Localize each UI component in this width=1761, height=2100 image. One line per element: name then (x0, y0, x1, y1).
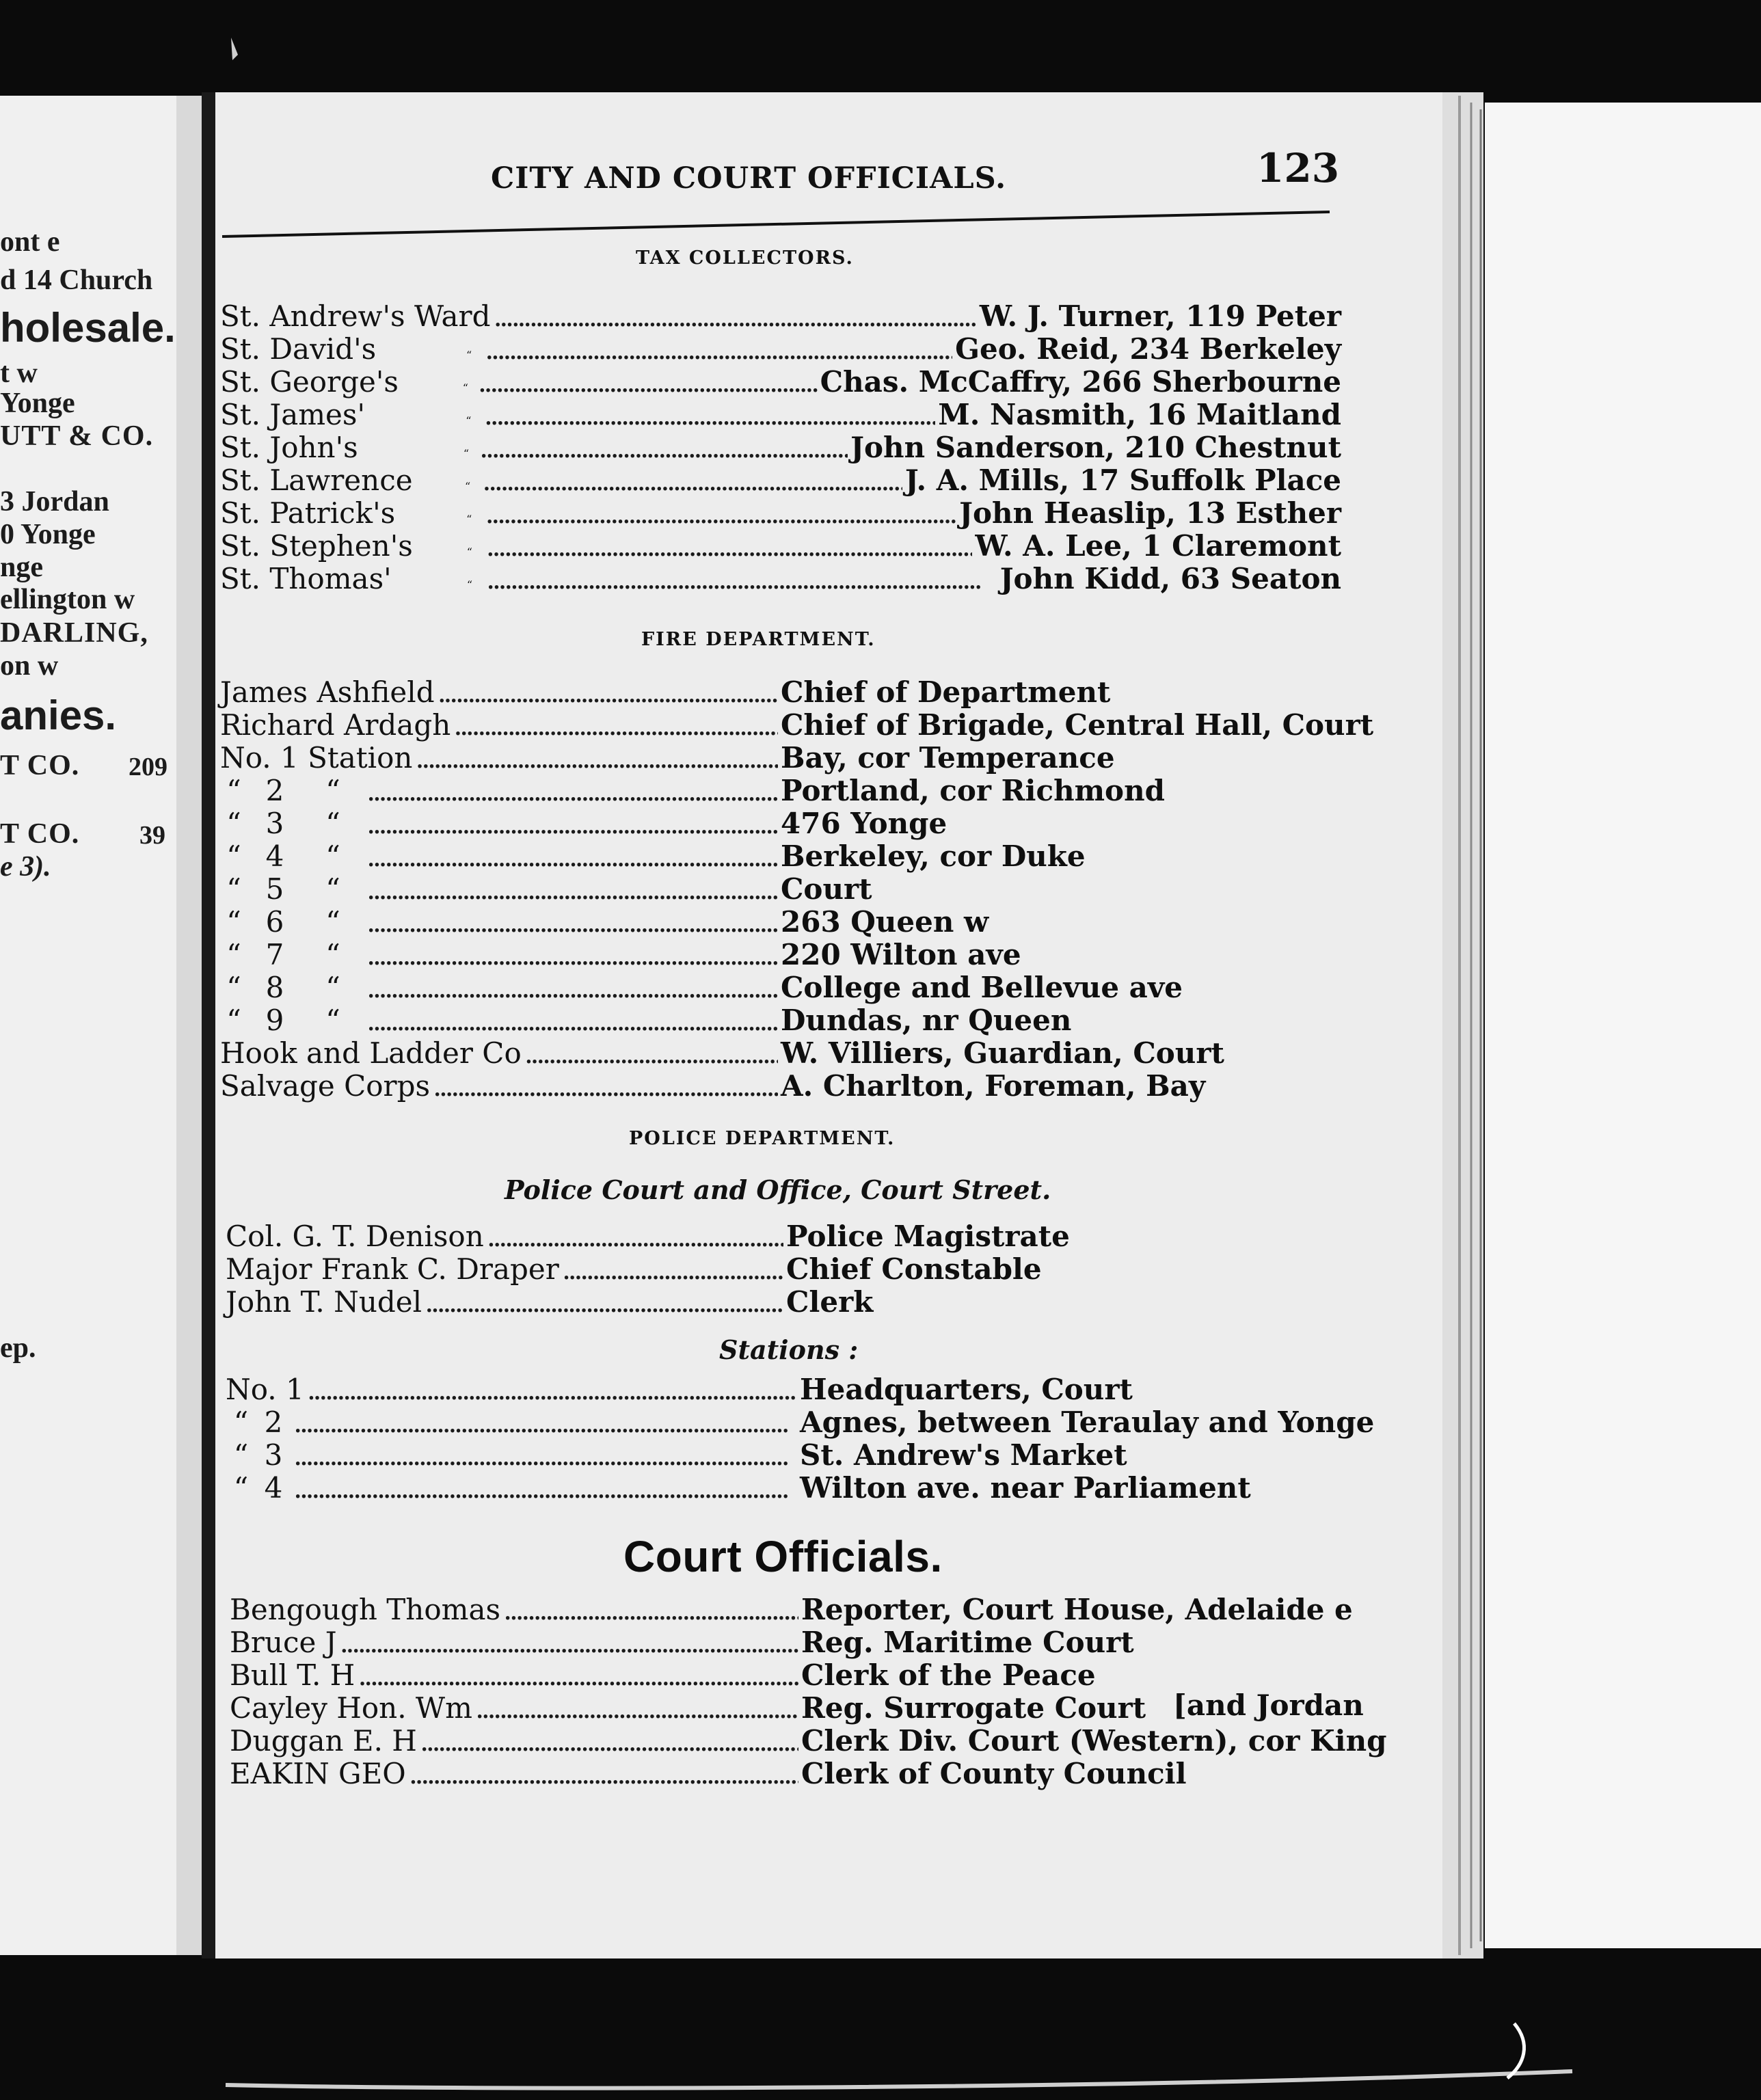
station-number: 7 (265, 938, 284, 971)
ditto-mark: “ (466, 513, 472, 526)
collector-name: John Heaslip, 13 Esther (959, 496, 1341, 530)
police-subheading: Police Court and Office, Court Street. (505, 1174, 1051, 1205)
ditto-mark: “ (463, 447, 470, 460)
tax-collector-row (220, 299, 1341, 333)
entry-name: Salvage Corps (220, 1069, 431, 1103)
ditto-mark: “ (226, 872, 241, 906)
station-name: No. 1 (226, 1373, 304, 1406)
ditto-mark: “ (325, 807, 340, 840)
leader-dots (562, 1252, 783, 1286)
station-location: Headquarters, Court (800, 1373, 1133, 1406)
section-heading-tax-collectors: TAX COLLECTORS. (636, 247, 854, 269)
tax-collector-row (220, 463, 1341, 497)
station-number: 2 (264, 1405, 283, 1439)
tax-collector-row (220, 332, 1341, 366)
station-number: 2 (265, 774, 284, 807)
police-officer-row (226, 1252, 1347, 1286)
ditto-mark: “ (325, 905, 340, 939)
station-number: 9 (265, 1004, 284, 1037)
leader-dots (453, 708, 778, 742)
official-name: EAKIN GEO (230, 1757, 406, 1790)
page-number: 123 (1256, 145, 1340, 191)
left-line: on w (0, 650, 59, 682)
left-line: Yonge (0, 388, 75, 419)
ditto-mark: “ (226, 807, 241, 840)
court-official-row (230, 1724, 1387, 1758)
tax-collector-row (220, 365, 1341, 399)
left-line: T CO. (0, 818, 80, 850)
leader-dots (438, 675, 778, 709)
leader-dots (366, 905, 778, 939)
entry-value: A. Charlton, Foreman, Bay (781, 1069, 1206, 1103)
fire-station-row (220, 839, 1348, 873)
runover-note: [and Jordan (1173, 1688, 1364, 1722)
official-title: Reg. Surrogate Court (801, 1691, 1146, 1725)
ward-name: St. Thomas' (220, 562, 392, 595)
collector-name: W. A. Lee, 1 Claremont (975, 529, 1341, 563)
ditto-mark: “ (466, 414, 472, 427)
leader-dots (478, 365, 818, 399)
left-line: 39 (139, 821, 165, 850)
left-line: ellington w (0, 584, 135, 615)
station-number: 6 (265, 905, 284, 939)
leader-dots (524, 1036, 778, 1070)
leader-dots (486, 529, 973, 563)
ward-name: St. George's (220, 365, 399, 399)
left-line: ep. (0, 1332, 36, 1364)
ward-name: St. Patrick's (220, 496, 396, 530)
official-name: Bruce J (230, 1626, 337, 1659)
station-number: 3 (265, 807, 284, 840)
station-location: Wilton ave. near Parliament (800, 1471, 1251, 1505)
left-line: UTT & CO. (0, 420, 154, 452)
leader-dots (366, 774, 778, 807)
ditto-mark: “ (325, 872, 340, 906)
ditto-mark: “ (465, 480, 471, 493)
leader-dots (293, 1471, 797, 1505)
leader-dots (420, 1724, 798, 1758)
station-number: 8 (265, 971, 284, 1004)
ditto-mark: “ (325, 839, 340, 873)
entry-value: Chief of Department (781, 675, 1111, 709)
leader-dots (307, 1373, 797, 1406)
fire-station-row (220, 938, 1348, 971)
leader-dots (433, 1069, 778, 1103)
official-name: Bengough Thomas (230, 1593, 501, 1626)
ditto-mark: “ (233, 1405, 249, 1439)
tax-collector-row (220, 562, 1341, 595)
ditto-mark: “ (466, 349, 472, 362)
fire-station-row (220, 1004, 1348, 1037)
ditto-mark: “ (325, 1004, 340, 1037)
officer-title: Clerk (786, 1285, 874, 1319)
leader-dots (358, 1658, 798, 1692)
entry-value: Portland, cor Richmond (781, 774, 1165, 807)
tax-collector-row (220, 398, 1341, 431)
court-official-row (230, 1658, 1362, 1692)
tax-collector-row (220, 431, 1341, 464)
fire-department-row (220, 1036, 1348, 1070)
left-line: 209 (129, 753, 167, 781)
left-line: DARLING, (0, 617, 148, 649)
leader-dots (366, 1004, 778, 1037)
leader-dots (485, 496, 956, 530)
court-official-row (230, 1626, 1362, 1659)
left-line: T CO. (0, 750, 80, 781)
leader-dots (487, 1220, 783, 1253)
leader-dots (475, 1691, 798, 1725)
stations-label: Stations : (719, 1334, 859, 1365)
collector-name: John Kidd, 63 Seaton (999, 562, 1341, 595)
official-title: Clerk of County Council (801, 1757, 1187, 1790)
ditto-mark: “ (462, 381, 468, 394)
entry-value: Court (781, 872, 872, 906)
entry-value: Bay, cor Temperance (781, 741, 1115, 775)
left-line: nge (0, 552, 43, 583)
collector-name: J. A. Mills, 17 Suffolk Place (904, 463, 1341, 497)
left-line: ont e (0, 226, 60, 258)
fire-department-row (220, 675, 1348, 709)
court-official-row (230, 1593, 1362, 1626)
police-station-row (226, 1373, 1360, 1406)
leader-dots (366, 938, 778, 971)
collector-name: John Sanderson, 210 Chestnut (850, 431, 1341, 464)
entry-value: 476 Yonge (781, 807, 947, 840)
collector-name: Chas. McCaffry, 266 Sherbourne (820, 365, 1341, 399)
leader-dots (366, 971, 778, 1004)
ward-name: St. David's (220, 332, 377, 366)
official-title: Reporter, Court House, Adelaide e (801, 1593, 1353, 1626)
section-heading-police-department: POLICE DEPARTMENT. (629, 1128, 896, 1149)
official-name: Duggan E. H (230, 1724, 417, 1758)
left-line: 3 Jordan (0, 486, 109, 517)
fire-station-row (220, 971, 1348, 1004)
section-heading-fire-department: FIRE DEPARTMENT. (641, 629, 876, 650)
ditto-mark: “ (466, 546, 472, 558)
ditto-mark: “ (325, 971, 340, 1004)
station-number: 5 (265, 872, 284, 906)
leader-dots (340, 1626, 798, 1659)
fire-department-row (220, 1069, 1348, 1103)
fire-station-row (220, 807, 1348, 840)
ditto-mark: “ (226, 839, 241, 873)
station-number: 4 (264, 1471, 283, 1505)
leader-dots (482, 463, 902, 497)
ditto-mark: “ (226, 938, 241, 971)
entry-value: 220 Wilton ave (781, 938, 1021, 971)
ditto-mark: “ (226, 971, 241, 1004)
official-name: Bull T. H (230, 1658, 355, 1692)
ward-name: St. John's (220, 431, 358, 464)
entry-value: Berkeley, cor Duke (781, 839, 1086, 873)
entry-name: No. 1 Station (220, 741, 413, 775)
fire-department-row (220, 708, 1374, 742)
police-officer-row (226, 1285, 1347, 1319)
leader-dots (366, 872, 778, 906)
fire-station-row (220, 905, 1348, 939)
police-station-row (226, 1471, 1360, 1505)
entry-value: Dundas, nr Queen (781, 1004, 1072, 1037)
official-title: Clerk of the Peace (801, 1658, 1096, 1692)
entry-value: Chief of Brigade, Central Hall, Court (781, 708, 1374, 742)
entry-name: Richard Ardagh (220, 708, 451, 742)
leader-dots (366, 839, 778, 873)
police-station-row (226, 1405, 1375, 1439)
leader-dots (493, 299, 976, 333)
ditto-mark: “ (226, 905, 241, 939)
ditto-mark: “ (226, 1004, 241, 1037)
official-name: Cayley Hon. Wm (230, 1691, 472, 1725)
leader-dots (484, 398, 935, 431)
entry-name: James Ashfield (220, 675, 435, 709)
station-location: St. Andrew's Market (800, 1438, 1127, 1472)
left-line: e 3). (0, 851, 51, 883)
entry-value: College and Bellevue ave (781, 971, 1183, 1004)
ward-name: St. Andrew's Ward (220, 299, 491, 333)
station-number: 3 (264, 1438, 283, 1472)
ward-name: St. Stephen's (220, 529, 413, 563)
leader-dots (415, 741, 778, 775)
collector-name: W. J. Turner, 119 Peter (979, 299, 1341, 333)
ditto-mark: “ (325, 938, 340, 971)
officer-name: John T. Nudel (226, 1285, 422, 1319)
left-line: d 14 Church (0, 265, 153, 296)
entry-value: 263 Queen w (781, 905, 989, 939)
station-location: Agnes, between Teraulay and Yonge (800, 1405, 1375, 1439)
left-line: holesale. (0, 305, 176, 351)
official-title: Reg. Maritime Court (801, 1626, 1134, 1659)
left-line: 0 Yonge (0, 519, 96, 550)
page-title: CITY AND COURT OFFICIALS. (491, 161, 1007, 196)
leader-dots (293, 1405, 797, 1439)
collector-name: M. Nasmith, 16 Maitland (938, 398, 1341, 431)
ward-name: St. Lawrence (220, 463, 413, 497)
leader-dots (425, 1285, 783, 1319)
leader-dots (366, 807, 778, 840)
station-number: 4 (265, 839, 284, 873)
court-official-row (230, 1757, 1362, 1790)
officer-title: Chief Constable (786, 1252, 1042, 1286)
tax-collector-row (220, 529, 1341, 563)
ward-name: St. James' (220, 398, 366, 431)
section-heading-court-officials: Court Officials. (623, 1532, 943, 1581)
police-station-row (226, 1438, 1360, 1472)
ditto-mark: “ (233, 1471, 249, 1505)
ditto-mark: “ (466, 578, 473, 591)
collector-name: Geo. Reid, 234 Berkeley (955, 332, 1341, 366)
entry-value: W. Villiers, Guardian, Court (781, 1036, 1224, 1070)
officer-name: Major Frank C. Draper (226, 1252, 559, 1286)
ditto-mark: “ (325, 774, 340, 807)
ditto-mark: “ (233, 1438, 249, 1472)
left-line: anies. (0, 692, 117, 738)
fire-station-row (220, 774, 1348, 807)
official-title: Clerk Div. Court (Western), cor King (801, 1724, 1387, 1758)
police-officer-row (226, 1220, 1347, 1253)
ditto-mark: “ (226, 774, 241, 807)
leader-dots (293, 1438, 797, 1472)
leader-dots (479, 431, 848, 464)
leader-dots (485, 332, 952, 366)
left-line: t w (0, 358, 38, 389)
tax-collector-row (220, 496, 1341, 530)
fire-department-row (220, 741, 1348, 775)
leader-dots (503, 1593, 798, 1626)
officer-name: Col. G. T. Denison (226, 1220, 484, 1253)
leader-dots (409, 1757, 798, 1790)
entry-name: Hook and Ladder Co (220, 1036, 522, 1070)
leader-dots (486, 562, 997, 595)
fire-station-row (220, 872, 1348, 906)
officer-title: Police Magistrate (786, 1220, 1070, 1253)
